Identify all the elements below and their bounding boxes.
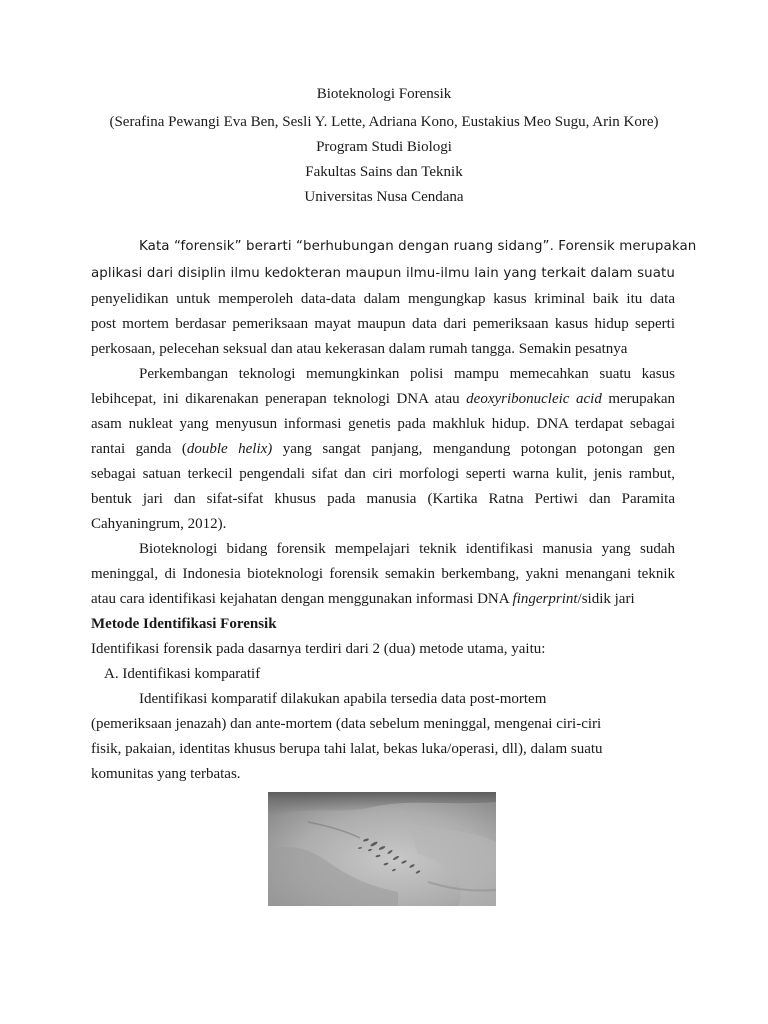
item-a-description-line-1: Identifikasi komparatif dilakukan apabila tersedia data post-mortem (139, 691, 547, 707)
paragraph-3-line-2: meninggal, di Indonesia bioteknologi forensik semakin berkembang, yakni menangani teknik (91, 566, 675, 582)
section-heading: Metode Identifikasi Forensik (91, 616, 277, 632)
item-a-description-line-2: (pemeriksaan jenazah) dan ante-mortem (data sebelum meninggal, mengenai ciri-ciri (91, 716, 602, 732)
item-a-description-line-4: komunitas yang terbatas. (91, 766, 241, 782)
paragraph-2-line-6: bentuk jari dan sifat-sifat khusus pada manusia (Kartika Ratna Pertiwi dan Paramita (91, 491, 675, 507)
paragraph-1-line-1: Kata “forensik” berarti “berhubungan dengan ruang sidang”. Forensik merupakan (139, 239, 697, 254)
paragraph-3-line-1: Bioteknologi bidang forensik mempelajari teknik identifikasi manusia yang sudah (139, 541, 675, 557)
list-item-a: A. Identifikasi komparatif (104, 666, 261, 682)
author-list: (Serafina Pewangi Eva Ben, Sesli Y. Lette, Adriana Kono, Eustakius Meo Sugu, Arin Kore) (109, 114, 659, 130)
document-title: Bioteknologi Forensik (316, 86, 452, 102)
faculty-name: Fakultas Sains dan Teknik (305, 164, 463, 180)
item-a-description-line-3: fisik, pakaian, identitas khusus berupa tahi lalat, bekas luka/operasi, dll), dalam suatu (91, 741, 603, 757)
paragraph-2-line-5: sebagai satuan terkecil pengendali sifat dan ciri morfologi seperti warna kulit, jenis rambut, (91, 466, 675, 482)
paragraph-1-line-2: aplikasi dari disiplin ilmu kedokteran maupun ilmu-ilmu lain yang terkait dalam suatu (91, 266, 675, 281)
paragraph-3-line-3: atau cara identifikasi kejahatan dengan menggunakan informasi DNA fingerprint/sidik jari (91, 591, 635, 607)
paragraph-1-line-4: post mortem berdasar pemeriksaan mayat maupun data dari pemeriksaan kasus hidup seperti (91, 316, 675, 332)
paragraph-2-line-2: lebihcepat, ini dikarenakan penerapan teknologi DNA atau deoxyribonucleic acid merupakan (91, 391, 675, 407)
paragraph-2-line-1: Perkembangan teknologi memungkinkan polisi mampu memecahkan suatu kasus (139, 366, 675, 382)
university-name: Universitas Nusa Cendana (304, 189, 464, 205)
paragraph-2-line-3: asam nukleat yang menyusun informasi genetis pada makhluk hidup. DNA terdapat sebagai (91, 416, 675, 432)
program-name: Program Studi Biologi (316, 139, 452, 155)
paragraph-1-line-5: perkosaan, pelecehan seksual dan atau kekerasan dalam rumah tangga. Semakin pesatnya (91, 341, 628, 357)
paragraph-1-line-3: penyelidikan untuk memperoleh data-data dalam mengungkap kasus kriminal baik itu data (91, 291, 675, 307)
section-intro: Identifikasi forensik pada dasarnya terdiri dari 2 (dua) metode utama, yaitu: (91, 641, 546, 657)
paragraph-2-line-7: Cahyaningrum, 2012). (91, 516, 227, 532)
paragraph-2-line-4: rantai ganda (double helix) yang sangat panjang, mengandung potongan potongan gen (91, 441, 675, 457)
forensic-photo-icon (268, 792, 496, 906)
